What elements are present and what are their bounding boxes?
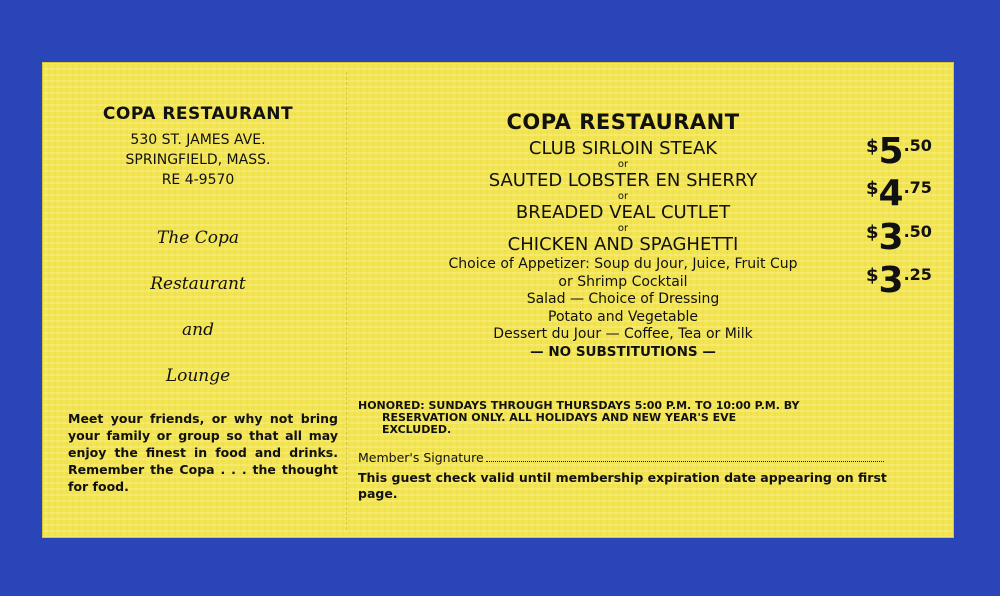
stub-blurb: Meet your friends, or why not bring your family or group so that all may enjoy the finest in food and drinks. Remember the Copa . . . the thought for food. xyxy=(68,411,338,494)
stub-city: SPRINGFIELD, MASS. xyxy=(125,152,271,168)
price-dollars: 3 xyxy=(878,260,904,301)
currency-symbol: $ xyxy=(866,178,879,199)
price-cents: .75 xyxy=(903,178,932,197)
menu-item: CHICKEN AND SPAGHETTI xyxy=(507,234,739,255)
honored-notice xyxy=(358,400,888,436)
script-line-3: and xyxy=(182,320,214,340)
no-substitutions-note: — NO SUBSTITUTIONS — xyxy=(530,343,716,360)
script-line-4: Lounge xyxy=(165,366,231,386)
honored-line: EXCLUDED. xyxy=(382,423,452,436)
currency-symbol: $ xyxy=(866,222,879,243)
honored-line: RESERVATION ONLY. ALL HOLIDAYS AND NEW YEAR'S EVE xyxy=(382,411,737,424)
price-tag xyxy=(866,131,956,172)
currency-symbol: $ xyxy=(866,136,879,157)
stub-restaurant-name: COPA RESTAURANT xyxy=(102,104,294,124)
menu-description: or Shrimp Cocktail xyxy=(558,273,688,290)
menu-description: Choice of Appetizer: Soup du Jour, Juice, Fruit Cup xyxy=(448,256,798,272)
price-tag xyxy=(866,217,956,258)
menu-item: CLUB SIRLOIN STEAK xyxy=(528,138,718,159)
menu-description: Dessert du Jour — Coffee, Tea or Milk xyxy=(493,326,753,342)
price-dollars: 5 xyxy=(878,131,904,172)
price-tag xyxy=(866,173,956,214)
menu-description: Salad — Choice of Dressing xyxy=(526,291,720,307)
stub-phone: RE 4-9570 xyxy=(161,172,235,188)
price-dollars: 4 xyxy=(878,173,904,214)
signature-label: Member's Signature xyxy=(358,450,484,465)
perforation-line xyxy=(346,72,347,530)
price-cents: .25 xyxy=(903,265,932,284)
menu-title: COPA RESTAURANT xyxy=(506,110,740,134)
menu-item: BREADED VEAL CUTLET xyxy=(515,202,731,223)
price-dollars: 3 xyxy=(878,217,904,258)
script-line-2: Restaurant xyxy=(150,274,246,294)
or-separator: or xyxy=(617,223,629,234)
honored-line: HONORED: SUNDAYS THROUGH THURSDAYS 5:00 P.M. TO 10:00 P.M. BY xyxy=(358,399,800,412)
price-cents: .50 xyxy=(903,136,932,155)
stub-header xyxy=(58,100,338,190)
menu-item: SAUTED LOBSTER EN SHERRY xyxy=(488,170,758,191)
validity-note: This guest check valid until membership expiration date appearing on first page. xyxy=(358,470,887,501)
price-tag xyxy=(866,260,956,301)
currency-symbol: $ xyxy=(866,265,879,286)
price-cents: .50 xyxy=(903,222,932,241)
stub-address: 530 ST. JAMES AVE. xyxy=(130,132,266,148)
signature-line xyxy=(358,450,888,465)
signature-dots xyxy=(486,461,884,462)
or-separator: or xyxy=(617,159,629,170)
script-line-1: The Copa xyxy=(156,228,239,248)
or-separator: or xyxy=(617,191,629,202)
menu-body xyxy=(356,110,890,360)
menu-description: Potato and Vegetable xyxy=(548,308,698,325)
